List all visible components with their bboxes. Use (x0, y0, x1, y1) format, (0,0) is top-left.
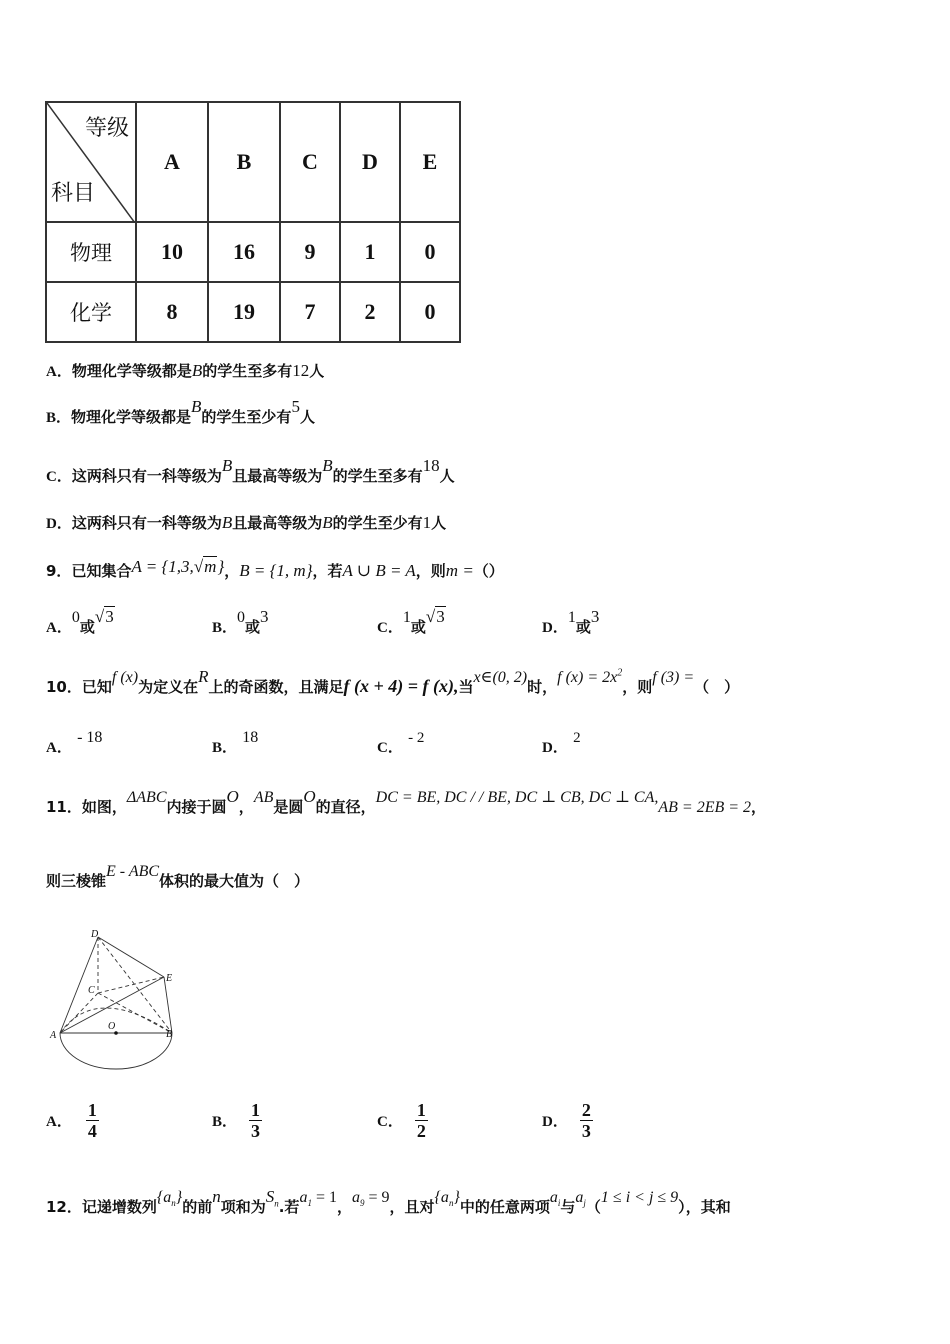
circle-arc-lower (60, 1033, 172, 1069)
label-a: A (50, 1030, 57, 1041)
value-cell: 16 (208, 222, 280, 282)
label-c: C (88, 985, 95, 996)
label-o: O (108, 1021, 116, 1032)
q12-stem: 12．记递增数列$\{a_n\}$的前n项和为$S_n$.若$a_1 = 1$，$a_9 = 9$，且对$\{a_n\}$中的任意两项$a_i$与$a_j(1 \le i < j \le 9)$，其和 (46, 1187, 731, 1216)
corner-top-label: 等级 (84, 116, 129, 141)
value-cell: 1 (340, 222, 400, 282)
label-d: D (91, 929, 99, 940)
subject-cell: 物理 (46, 222, 136, 282)
edge-ce (98, 977, 164, 993)
q10-options (0, 729, 950, 766)
q8-option-b: B．物理化学等级都是B的学生至少有5人 (46, 397, 315, 426)
q9-option-a: A．0或√3 (46, 607, 114, 636)
q9-options (0, 607, 950, 646)
edge-de (98, 937, 164, 977)
q10-option-a: A． - 18 (46, 729, 103, 756)
q10-stem: 10．已知f (x)为定义在R上的奇函数，且满足f (x + 4) = f (x),当x∈(0, 2)时，f $(x) = 2x^2$，则f (3) =（ ） (46, 667, 740, 696)
value-cell: 9 (280, 222, 340, 282)
edge-eb (164, 977, 172, 1033)
q10-option-c: C． - 2 (377, 730, 425, 756)
q9-stem: 9．已知集合A = {1,3,√m}，B = {1, m}，若A ∪ B = A，则m =（） (46, 557, 504, 580)
value-cell: 8 (136, 282, 208, 342)
subject-cell: 化学 (46, 282, 136, 342)
grade-header: A (136, 102, 208, 222)
q9-option-d: D．1或3 (542, 607, 600, 636)
q11-stem: 11．如图，ΔABC内接于圆O，AB是圆O的直径，DC = BE, DC / / BE, DC ⊥ CB, DC ⊥ CA,AB = 2EB = 2， (46, 787, 767, 816)
q8-option-d: D．这两科只有一科等级为B且最高等级为B的学生至少有1人 (46, 513, 447, 532)
value-cell: 0 (400, 282, 460, 342)
corner-bottom-label: 科目 (51, 181, 96, 206)
table-row (46, 222, 460, 282)
q11-option-a: A． $\frac{1}{4}$ (46, 1100, 97, 1141)
q11-option-b: B． $\frac{1}{3}$ (212, 1100, 261, 1141)
grade-table (45, 101, 461, 343)
value-cell: 10 (136, 222, 208, 282)
q8-option-a: A．物理化学等级都是B的学生至多有12人 (46, 361, 325, 380)
label-b: B (166, 1029, 173, 1040)
grade-header: B (208, 102, 280, 222)
q10-option-b: B． 18 (212, 729, 259, 756)
q8-option-c: C．这两科只有一科等级为B且最高等级为B的学生至多有18人 (46, 456, 455, 485)
grade-header: E (400, 102, 460, 222)
grade-header: C (280, 102, 340, 222)
value-cell: 0 (400, 222, 460, 282)
q10-option-d: D． 2 (542, 730, 581, 756)
table-row (46, 282, 460, 342)
q9-option-c: C．1或√3 (377, 607, 445, 636)
q11-figure (46, 925, 186, 1075)
q11-option-c: C． $\frac{1}{2}$ (377, 1100, 426, 1141)
edge-ca (60, 993, 98, 1033)
value-cell: 2 (340, 282, 400, 342)
edge-db (98, 937, 172, 1033)
grade-header: D (340, 102, 400, 222)
value-cell: 19 (208, 282, 280, 342)
q9-option-b: B．0或3 (212, 607, 269, 636)
label-e: E (166, 973, 173, 984)
q11-options (0, 1100, 950, 1150)
value-cell: 7 (280, 282, 340, 342)
q11-option-d: D． $\frac{2}{3}$ (542, 1100, 591, 1141)
q11-stem-line2: 则三棱锥E - ABC体积的最大值为（ ） (46, 863, 310, 890)
table-corner-cell (46, 102, 136, 222)
